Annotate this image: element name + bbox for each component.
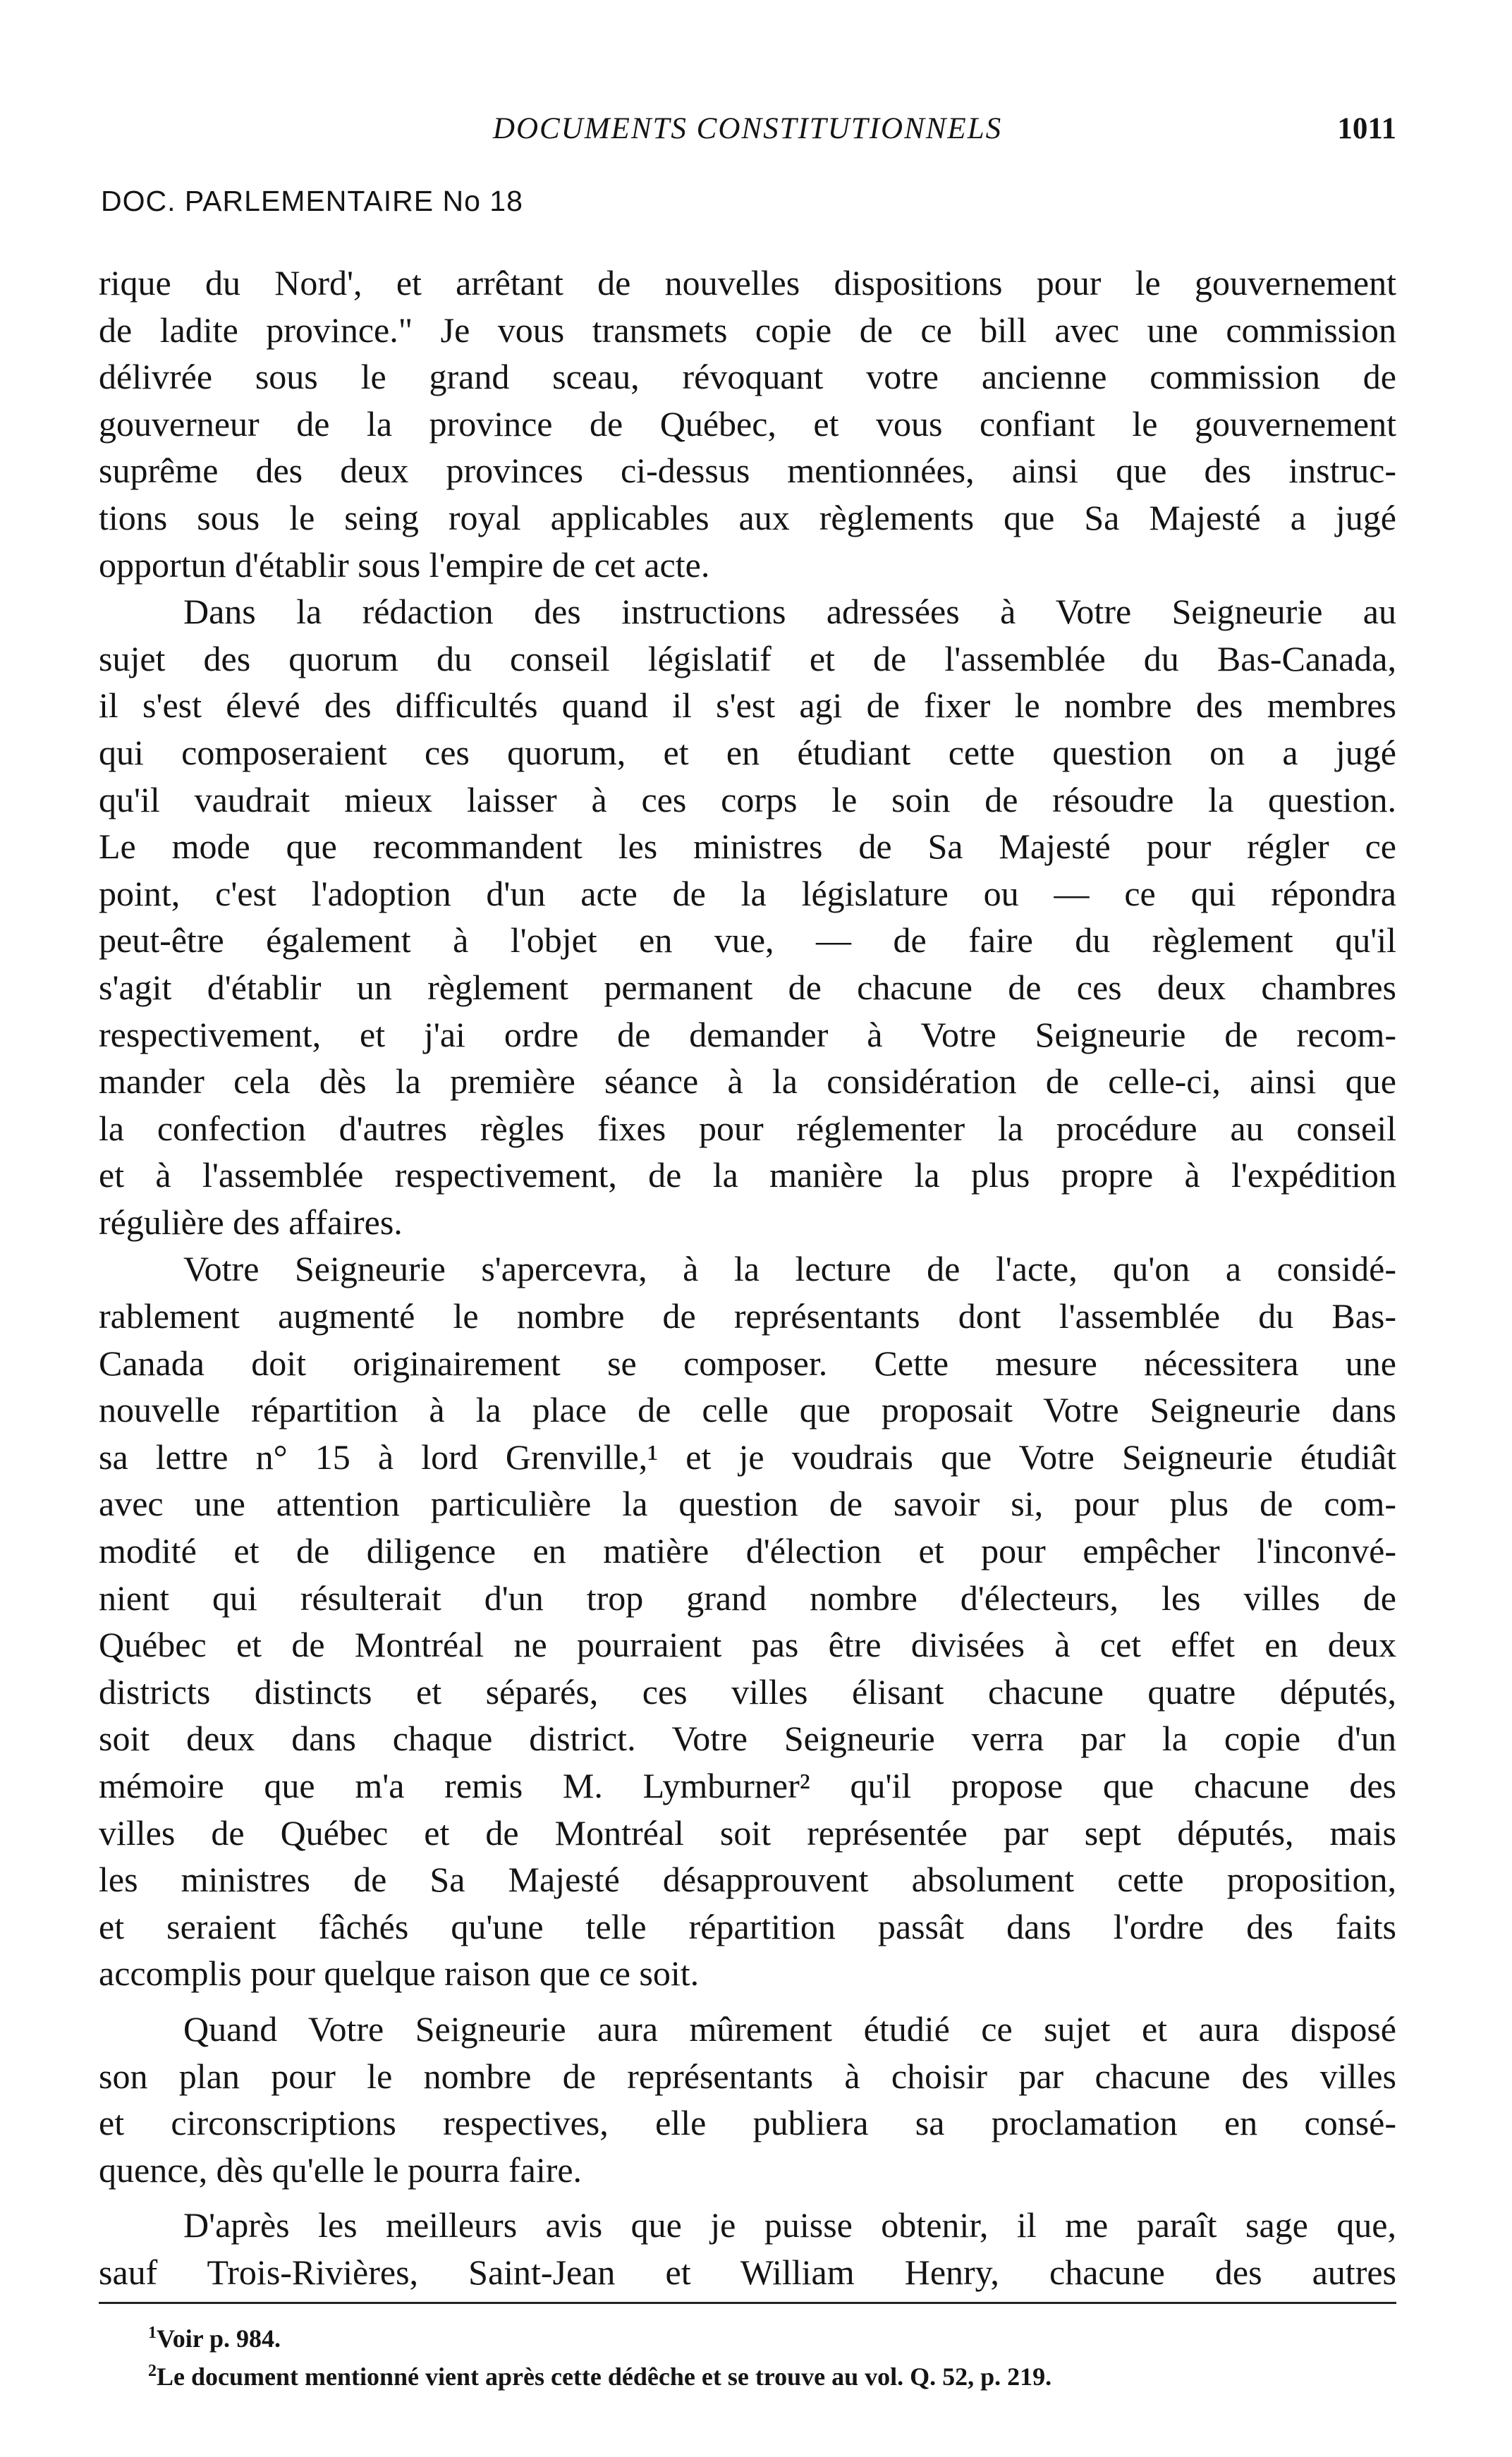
doc-label: DOC. PARLEMENTAIRE No 18 — [101, 185, 523, 217]
text-line: Québec et de Montréal ne pourraient pas être divisées à cet effet en deux — [99, 1625, 1396, 1665]
text-line: modité et de diligence en matière d'élection et pour empêcher l'inconvé- — [99, 1531, 1396, 1571]
text-line: sa lettre n° 15 à lord Grenville,¹ et je voudrais que Votre Seigneurie étudiât — [99, 1437, 1396, 1477]
text-line: opportun d'établir sous l'empire de cet acte. — [99, 544, 710, 585]
footnote-text: Le document mentionné vient après cette dédêche et se trouve au vol. Q. 52, p. 219. — [157, 2362, 1052, 2391]
text-line: la confection d'autres règles fixes pour réglementer la procédure au conseil — [99, 1108, 1396, 1148]
text-line: villes de Québec et de Montréal soit représentée par sept députés, mais — [99, 1812, 1396, 1853]
text-line: rique du Nord', et arrêtant de nouvelles dispositions pour le gouvernement — [99, 263, 1396, 303]
text-line: respectivement, et j'ai ordre de demander à Votre Seigneurie de recom- — [99, 1014, 1396, 1054]
text-line: délivrée sous le grand sceau, révoquant votre ancienne commission de — [99, 357, 1396, 397]
text-line: gouverneur de la province de Québec, et vous confiant le gouvernement — [99, 403, 1396, 444]
text-line: les ministres de Sa Majesté désapprouvent absolument cette proposition, — [99, 1860, 1396, 1900]
text-line: régulière des affaires. — [99, 1202, 403, 1242]
running-header — [99, 106, 1396, 148]
text-line: et circonscriptions respectives, elle publiera sa proclamation en consé- — [99, 2103, 1396, 2143]
text-line: sauf Trois-Rivières, Saint-Jean et William Henry, chacune des autres — [99, 2252, 1396, 2292]
text-line: s'agit d'établir un règlement permanent de chacune de ces deux chambres — [99, 967, 1396, 1007]
text-line: quence, dès qu'elle le pourra faire. — [99, 2150, 583, 2190]
text-line: Dans la rédaction des instructions adressées à Votre Seigneurie au — [183, 592, 1396, 632]
text-line: nient qui résulterait d'un trop grand nombre d'électeurs, les villes de — [99, 1578, 1396, 1618]
text-line: qui composeraient ces quorum, et en étudiant cette question on a jugé — [99, 732, 1396, 772]
running-title: DOCUMENTS CONSTITUTIONNELS — [492, 112, 1003, 145]
text-line: point, c'est l'adoption d'un acte de la législature ou — ce qui répondra — [99, 873, 1396, 913]
page-number: 1011 — [1337, 112, 1396, 145]
text-line: D'après les meilleurs avis que je puisse obtenir, il me paraît sage que, — [183, 2205, 1396, 2245]
text-line: Votre Seigneurie s'apercevra, à la lecture de l'acte, qu'on a considé- — [183, 1249, 1396, 1289]
text-line: nouvelle répartition à la place de celle que proposait Votre Seigneurie dans — [99, 1390, 1396, 1430]
footnote-divider — [99, 2302, 1396, 2304]
text-line: rablement augmenté le nombre de représentants dont l'assemblée du Bas- — [99, 1296, 1396, 1336]
body-text — [99, 260, 1396, 2296]
footnote-marker: 2 — [148, 2362, 157, 2380]
text-line: peut-être également à l'objet en vue, — de faire du règlement qu'il — [99, 920, 1396, 961]
text-line: qu'il vaudrait mieux laisser à ces corps le soin de résoudre la question. — [99, 779, 1396, 819]
footnote-1 — [148, 2317, 1396, 2355]
text-line: soit deux dans chaque district. Votre Seigneurie verra par la copie d'un — [99, 1719, 1396, 1759]
text-line: il s'est élevé des difficultés quand il s'est agi de fixer le nombre des membres — [99, 685, 1396, 726]
text-line: son plan pour le nombre de représentants à choisir par chacune des villes — [99, 2056, 1396, 2096]
text-line: tions sous le seing royal applicables aux règlements que Sa Majesté a jugé — [99, 497, 1396, 537]
text-line: avec une attention particulière la question de savoir si, pour plus de com- — [99, 1484, 1396, 1524]
text-line: et à l'assemblée respectivement, de la manière la plus propre à l'expédition — [99, 1155, 1396, 1195]
text-line: Le mode que recommandent les ministres de Sa Majesté pour régler ce — [99, 827, 1396, 867]
footnote-text: Voir p. 984. — [157, 2324, 281, 2353]
text-line: sujet des quorum du conseil législatif et de l'assemblée du Bas-Canada, — [99, 638, 1396, 678]
text-line: de ladite province." Je vous transmets copie de ce bill avec une commission — [99, 310, 1396, 350]
text-line: Quand Votre Seigneurie aura mûrement étudié ce sujet et aura disposé — [183, 2008, 1396, 2049]
text-line: accomplis pour quelque raison que ce soit. — [99, 1953, 700, 1994]
text-line: Canada doit originairement se composer. Cette mesure nécessitera une — [99, 1343, 1396, 1383]
footnote-2 — [148, 2355, 1396, 2393]
text-line: mémoire que m'a remis M. Lymburner² qu'il propose que chacune des — [99, 1766, 1396, 1805]
footnotes — [148, 2317, 1396, 2393]
footnote-marker: 1 — [148, 2324, 157, 2342]
text-line: districts distincts et séparés, ces villes élisant chacune quatre députés, — [99, 1671, 1396, 1712]
text-line: et seraient fâchés qu'une telle répartition passât dans l'ordre des faits — [99, 1906, 1396, 1946]
text-line: mander cela dès la première séance à la considération de celle-ci, ainsi que — [99, 1061, 1396, 1102]
text-line: suprême des deux provinces ci-dessus mentionnées, ainsi que des instruc- — [99, 451, 1396, 491]
